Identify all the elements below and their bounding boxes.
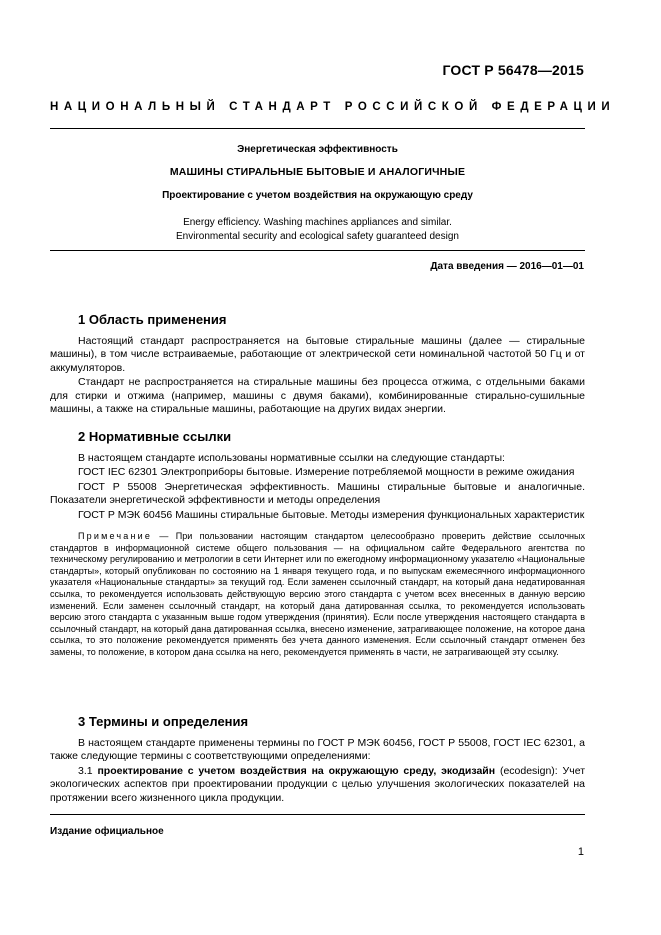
section-heading: 2 Нормативные ссылки bbox=[78, 429, 232, 444]
title-main: МАШИНЫ СТИРАЛЬНЫЕ БЫТОВЫЕ И АНАЛОГИЧНЫЕ bbox=[169, 166, 466, 178]
note-label: Примечание bbox=[78, 531, 153, 541]
paragraph: В настоящем стандарте использованы нормативные ссылки на следующие стандарты: bbox=[78, 451, 505, 464]
reference-item: ГОСТ IEC 62301 Электроприборы бытовые. Измерение потребляемой мощности в режиме ожидания bbox=[78, 466, 575, 478]
term-definition bbox=[50, 765, 585, 806]
note bbox=[50, 531, 585, 659]
term-name: проектирование с учетом воздействия на окружающую среду, экодизайн bbox=[97, 764, 496, 777]
national-standard-heading: НАЦИОНАЛЬНЫЙ СТАНДАРТ РОССИЙСКОЙ ФЕДЕРАЦИИ bbox=[50, 101, 616, 113]
header-divider bbox=[50, 128, 585, 129]
term-number: 3.1 bbox=[78, 764, 98, 777]
title-sup: Энергетическая эффективность bbox=[237, 144, 398, 155]
title-divider bbox=[50, 250, 585, 251]
title-english-line-2: Environmental security and ecological safety guaranteed design bbox=[176, 231, 459, 242]
page-number: 1 bbox=[577, 846, 584, 858]
section-scope bbox=[50, 313, 585, 417]
reference-item: ГОСТ Р МЭК 60456 Машины стиральные бытовые. Методы измерения функциональных характеристик bbox=[78, 508, 585, 521]
paragraph: В настоящем стандарте применены термины по ГОСТ Р МЭК 60456, ГОСТ Р 55008, ГОСТ IEC 62301, а также следующие термины с соответствующими определениями: bbox=[50, 736, 585, 762]
reference-item: ГОСТ Р 55008 Энергетическая эффективность. Машины стиральные бытовые и аналогичные. Показатели энергетической эффективности и методы определения bbox=[50, 480, 585, 506]
paragraph: Стандарт не распространяется на стиральные машины без процесса отжима, с отдельными баками для стирки и отжима (например, машины с двумя баками), комбинированные стирально-сушильные машины, а также на стиральные машины, работающие на других видах энергии. bbox=[50, 376, 585, 415]
title-sub: Проектирование с учетом воздействия на окружающую среду bbox=[162, 190, 473, 201]
edition-label: Издание официальное bbox=[50, 826, 164, 837]
section-heading: 1 Область применения bbox=[78, 312, 227, 327]
paragraph: Настоящий стандарт распространяется на бытовые стиральные машины (далее — стиральные машины), в том числе встраиваемые, работающие от электрической сети номинальной частотой 50 Гц и от аккумуляторов. bbox=[50, 334, 585, 374]
title-english-line-1: Energy efficiency. Washing machines appliances and similar. bbox=[183, 217, 452, 228]
intro-date: Дата введения — 2016—01—01 bbox=[430, 261, 584, 272]
term-text: (ecodesign): Учет экологических аспектов при проектировании продукции с целью улучшения экологических показателей на протяжении всего жизненного цикла продукции. bbox=[50, 764, 586, 804]
title-english bbox=[50, 216, 585, 244]
section-heading: 3 Термины и определения bbox=[78, 714, 249, 729]
section-terms bbox=[50, 715, 585, 805]
gost-number: ГОСТ Р 56478—2015 bbox=[442, 62, 584, 78]
footer-divider bbox=[50, 814, 585, 815]
note-text: — При пользовании настоящим стандартом целесообразно проверить действие ссылочных стандартов в информационной системе общего пользования — на официальном сайте Федерального агентства по техническому регулированию и метрологии в сети Интернет или по ежегодному информационному указателю «Национальные стандарты», который опубликован по состоянию на 1 января текущего года, и по выпускам ежемесячного информационного указателя «Национальные стандарты» за текущий год. Если заменен ссылочный стандарт, на который дана недатированная ссылка, то рекомендуется использовать действующую версию этого стандарта с учетом всех внесенных в данную версию изменений. Если заменен ссылочный стандарт, на который дана датированная ссылка, то рекомендуется использовать версию этого стандарта с указанным выше годом утверждения (принятия). Если после утверждения настоящего стандарта в ссылочный стандарт, на который дана датированная ссылка, внесено изменение, затрагивающее положение, на которое дана ссылка, то это положение рекомендуется применять без учета данного изменения. Если ссылочный стандарт отменен без замены, то положение, в котором дана ссылка на него, рекомендуется применять в части, не затрагивающей эту ссылку. bbox=[50, 531, 585, 657]
section-normative-references bbox=[50, 430, 585, 659]
